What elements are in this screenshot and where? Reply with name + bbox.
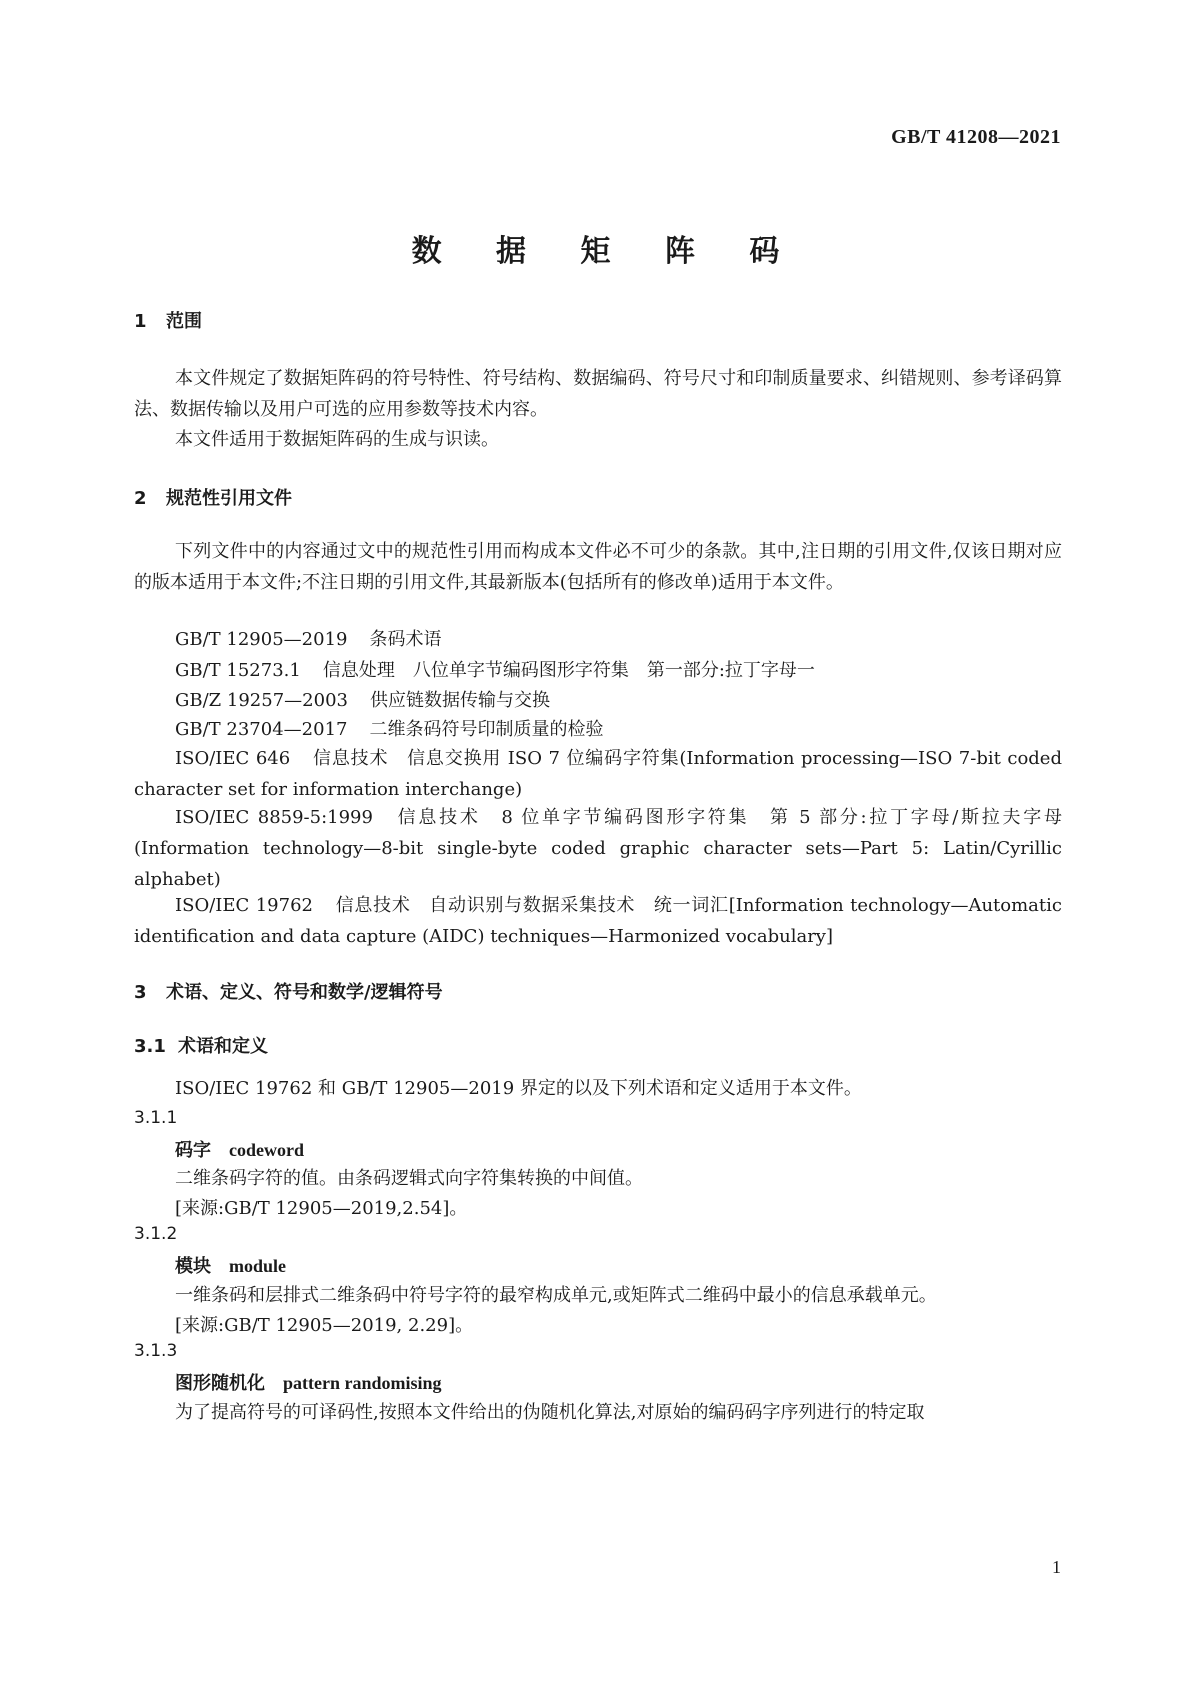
term-number: 3.1.2: [134, 1224, 178, 1244]
term-number: 3.1.3: [134, 1341, 178, 1361]
reference-code: ISO/IEC 19762: [175, 895, 313, 916]
reference-code: GB/T 12905—2019: [175, 629, 348, 650]
term-chinese: 码字: [175, 1140, 211, 1161]
reference-title: 信息技术 信息交换用 ISO 7 位编码字符集(Information processing—ISO 7-bit coded character set for information interchange): [134, 748, 1062, 800]
term-source: [来源:GB/T 12905—2019, 2.29]。: [175, 1315, 474, 1336]
term-source: [来源:GB/T 12905—2019,2.54]。: [175, 1198, 468, 1219]
subsection-3-1-intro: ISO/IEC 19762 和 GB/T 12905—2019 界定的以及下列术语和定义适用于本文件。: [175, 1078, 862, 1099]
document-title: 数 据 矩 阵 码: [411, 234, 802, 269]
document-code: GB/T 41208—2021: [891, 126, 1061, 148]
reference-code: GB/T 15273.1: [175, 660, 301, 681]
section-title: 规范性引用文件: [166, 488, 292, 509]
reference-title: 二维条码符号印制质量的检验: [369, 719, 604, 740]
section-1-paragraph-2: 本文件适用于数据矩阵码的生成与识读。: [175, 429, 499, 450]
section-number: 2: [134, 488, 147, 509]
section-1-paragraph-1: 本文件规定了数据矩阵码的符号特性、符号结构、数据编码、符号尺寸和印制质量要求、纠错规则、参考译码算法、数据传输以及用户可选的应用参数等技术内容。: [134, 368, 1062, 420]
reference-title: 信息技术 8 位单字节编码图形字符集 第 5 部分:拉丁字母/斯拉夫字母(Information technology—8-bit single-byte coded graphic character sets—Part 5: Latin/Cyrillic alphabet): [134, 807, 1062, 890]
reference-item: [134, 802, 1062, 895]
reference-item: [134, 685, 1062, 716]
term-number: 3.1.1: [134, 1108, 178, 1128]
term-definition: 为了提高符号的可译码性,按照本文件给出的伪随机化算法,对原始的编码码字序列进行的特定取: [175, 1402, 925, 1423]
term-heading: [175, 1136, 304, 1162]
reference-code: GB/Z 19257—2003: [175, 690, 348, 711]
term-heading: [175, 1369, 442, 1395]
term-english: codeword: [229, 1140, 304, 1160]
reference-item: [134, 624, 1062, 655]
section-2-intro: 下列文件中的内容通过文中的规范性引用而构成本文件必不可少的条款。其中,注日期的引用文件,仅该日期对应的版本适用于本文件;不注日期的引用文件,其最新版本(包括所有的修改单)适用于本文件。: [134, 541, 1062, 593]
subsection-3-1-heading: [134, 1032, 268, 1058]
reference-item: [134, 743, 1062, 805]
term-english: module: [229, 1256, 287, 1276]
subsection-title: 术语和定义: [178, 1036, 268, 1057]
reference-item: [134, 890, 1062, 952]
section-number: 3: [134, 982, 147, 1003]
term-english: pattern randomising: [283, 1373, 442, 1393]
term-chinese: 模块: [175, 1256, 211, 1277]
section-1-heading: [134, 307, 202, 333]
reference-code: ISO/IEC 646: [175, 748, 291, 769]
reference-code: GB/T 23704—2017: [175, 719, 348, 740]
reference-title: 供应链数据传输与交换: [369, 690, 550, 711]
reference-title: 信息处理 八位单字节编码图形字符集 第一部分:拉丁字母一: [322, 660, 815, 681]
term-definition: 一维条码和层排式二维条码中符号字符的最窄构成单元,或矩阵式二维码中最小的信息承载单元。: [175, 1285, 937, 1306]
section-number: 1: [134, 311, 147, 332]
term-definition: 二维条码字符的值。由条码逻辑式向字符集转换的中间值。: [175, 1168, 643, 1189]
section-2-heading: [134, 484, 292, 510]
term-heading: [175, 1252, 286, 1278]
reference-title: 信息技术 自动识别与数据采集技术 统一词汇[Information technology—Automatic identification and data capture (AIDC) techniques—Harmonized vocabulary]: [134, 895, 1062, 947]
section-3-heading: [134, 978, 443, 1004]
subsection-number: 3.1: [134, 1036, 166, 1057]
reference-code: ISO/IEC 8859-5:1999: [175, 807, 373, 828]
reference-title: 条码术语: [369, 629, 442, 650]
reference-item: [134, 655, 1062, 686]
term-chinese: 图形随机化: [175, 1373, 265, 1394]
page-number: 1: [1052, 1557, 1061, 1577]
reference-item: [134, 714, 1062, 745]
section-title: 范围: [166, 311, 202, 332]
section-title: 术语、定义、符号和数学/逻辑符号: [166, 982, 443, 1003]
